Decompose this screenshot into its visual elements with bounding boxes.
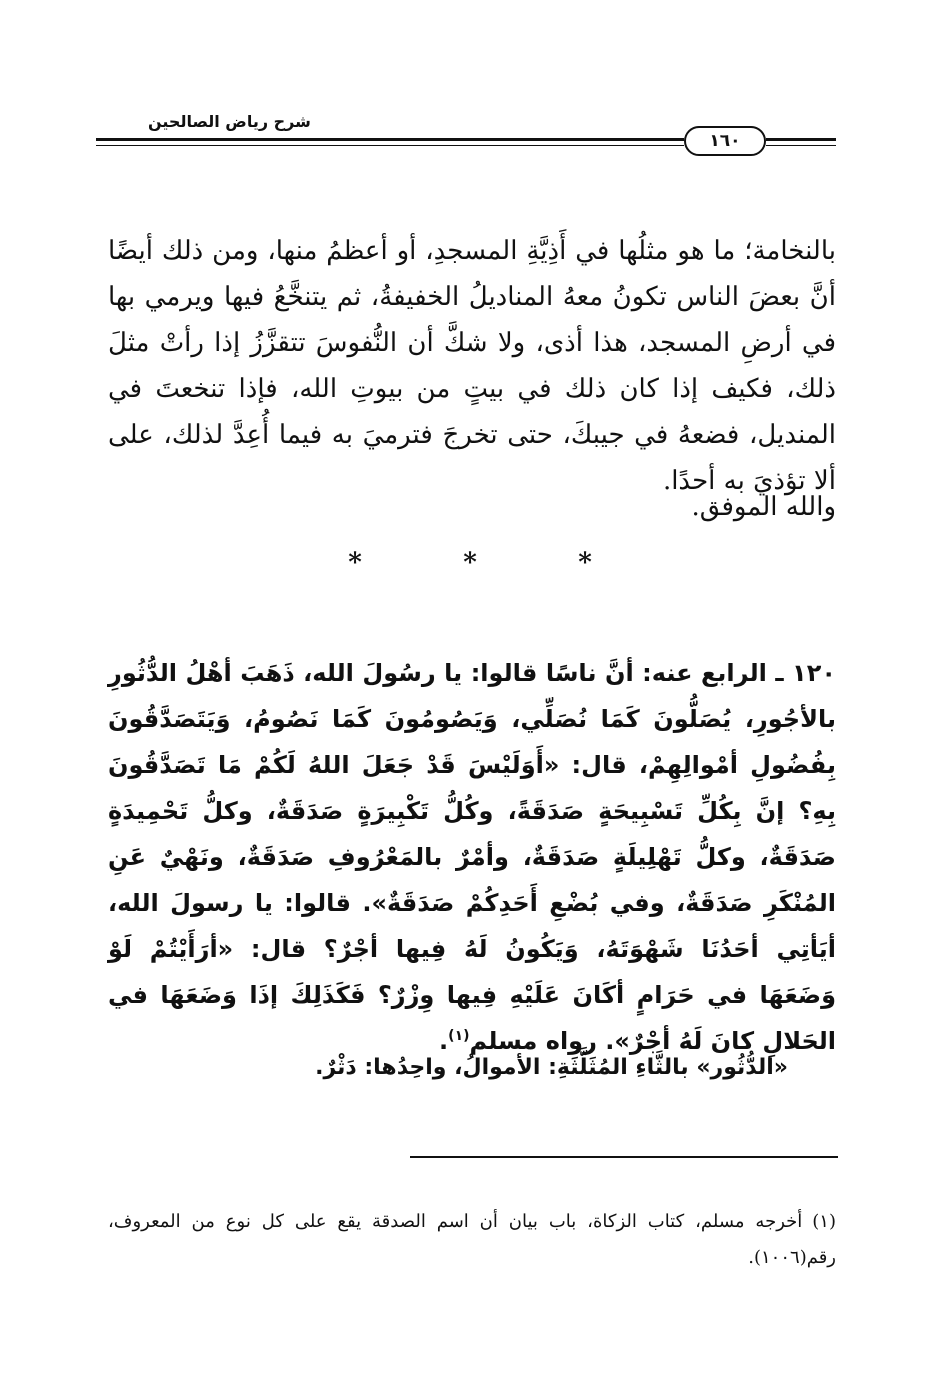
- word-gloss: «الدُّثُور» بالثَّاءِ المُثَلَّثَةِ: الأموالُ، واحِدُها: دَثْرٌ.: [315, 1055, 788, 1080]
- footnote-marker: (١): [812, 1211, 836, 1232]
- footnote-1: [108, 1204, 836, 1276]
- header-rule-thick: [96, 138, 684, 141]
- closing-phrase: والله الموفق.: [691, 492, 836, 522]
- header-rule-right-thin: [766, 145, 836, 146]
- footnote-text: أخرجه مسلم، كتاب الزكاة، باب بيان أن اسم الصدقة يقع على كل نوع من المعروف، رقم(١٠٠٦).: [108, 1211, 836, 1268]
- running-title-text: شرح رياض الصالحين: [148, 112, 311, 131]
- hadith-end: .: [439, 1027, 449, 1055]
- commentary-paragraph: بالنخامة؛ ما هو مثلُها في أَذِيَّةِ المسجدِ، أو أعظمُ منها، ومن ذلك أيضًا أنَّ بعضَ الناس تكونُ معهُ المناديلُ الخفيفةُ، ثم يتنخَّعُ فيها ويرمي بها في أرضِ المسجد، هذا أذى، ولا شكَّ أن النُّفوسَ تتقزَّزُ إذا رأتْ مثلَ ذلك، فكيف إذا كان ذلك في بيتٍ من بيوتِ الله، فإذا تنخعتَ في المنديل، فضعهُ في جيبكَ، حتى تخرجَ فترميَ به فيما أُعِدَّ لذلك، على ألا تؤذيَ به أحدًا.: [108, 236, 836, 496]
- separator-star: *: [463, 548, 477, 578]
- page-number: ١٦٠: [684, 126, 766, 156]
- separator-star: *: [578, 548, 592, 578]
- footnote-reference[interactable]: (١): [448, 1028, 470, 1044]
- hadith-text: [108, 650, 836, 1064]
- footnote-rule: [410, 1156, 838, 1158]
- running-title: [148, 112, 948, 131]
- separator-star: *: [348, 548, 362, 578]
- header-rule-thin: [96, 145, 684, 146]
- header-rule-right-thick: [766, 138, 836, 141]
- hadith-body: ١٢٠ ـ الرابع عنه: أنَّ ناسًا قالوا: يا رسُولَ الله، ذَهَبَ أهْلُ الدُّثُورِ بالأجُورِ، يُصَلُّونَ كَمَا نُصَلِّي، وَيَصُومُونَ كَمَا نَصُومُ، وَيَتَصَدَّقُونَ بِفُضُولِ أمْوالِهِمْ، قال: «أَوَلَيْسَ قَدْ جَعَلَ اللهُ لَكُمْ مَا تَصَدَّقُونَ بِهِ؟ إنَّ بِكُلِّ تَسْبِيحَةٍ صَدَقَةً، وكُلُّ تَكْبِيرَةٍ صَدَقَةٌ، وكلُّ تَحْمِيدَةٍ صَدَقَةٌ، وكلُّ تَهْلِيلَةٍ صَدَقَةٌ، وأمْرٌ بالمَعْرُوفِ صَدَقَةٌ، ونَهْيٌ عَنِ المُنْكَرِ صَدَقَةٌ، وفي بُضْعِ أَحَدِكُمْ صَدَقَةٌ». قالوا: يا رسولَ الله، أيَأتِي أحَدُنَا شَهْوَتَهُ، وَيَكُونُ لَهُ فِيها أجْرٌ؟ قال: «أرَأَيْتُمْ لَوْ وَضَعَهَا في حَرَامٍ أكَانَ عَلَيْهِ فِيها وِزْرٌ؟ فَكَذَلِكَ إذَا وَضَعَهَا في الحَلالِ كانَ لَهُ أجْرٌ». رواه مسلم: [108, 659, 836, 1055]
- section-separator: [340, 548, 600, 578]
